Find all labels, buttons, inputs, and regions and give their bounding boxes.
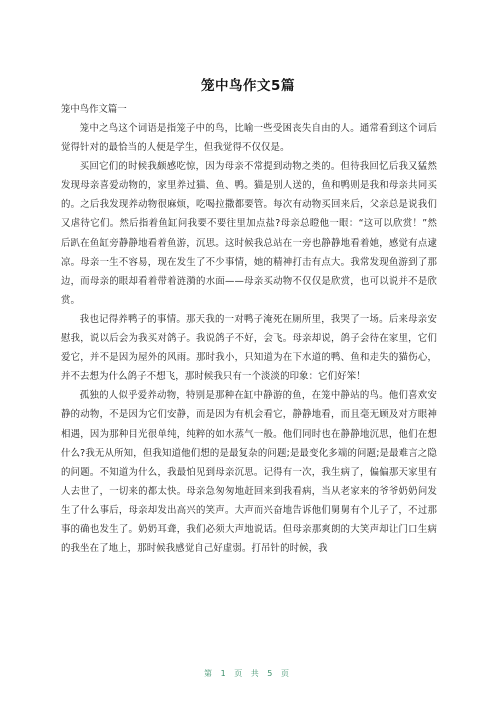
paragraph-2: 买回它们的时候我颇感吃惊，因为母亲不常提到动物之类的。但待我回忆后我又猛然发现母亲喜爱动物的，家里养过猫、鱼、鸭。猫是别人送的，鱼和鸭则是我和母亲共同买的。之后我发现养动物很麻烦，吃喝拉撒都要管。每次有动物买回来后，父亲总是说我们又虐待它们。然后指着鱼缸问我要不要往里加点盐?母亲总瞪他一眼：“这可以欣赏！”然后趴在鱼缸旁静静地看着鱼游，沉思。这时候我总站在一旁也静静地看着她，感觉有点逮凉。母亲一生不容易，现在发生了不少事情，她的精神打击有点大。我常发现鱼游到了那边，而母亲的眼却看着带着涟漪的水面——母亲买动物不仅仅是欣赏，也可以说并不是欣赏。 <box>61 161 437 306</box>
paragraph-3: 我也记得养鸭子的事情。那天我的一对鸭子淹死在厕所里，我哭了一场。后来母亲安慰我，说以后会为我买对鸽子。我说鸽子不好，会飞。母亲却说，鸽子会待在家里，它们爱它，并不是因为屋外的风雨。那时我小，只知道为在下水道的鸭、鱼和走失的猫伤心，并不去想为什么鸽子不想飞，那时候我只有一个淡淡的印象：它们好笨！ <box>61 313 437 383</box>
paragraph-4: 孤独的人似乎爱养动物，特别是那种在缸中静游的鱼，在笼中静站的鸟。他们喜欢安静的动物，不是因为它们安静，而是因为有机会看它，静静地看，而且毫无顾及对方眼神相遇，因为那种目光很单纯，纯粹的如水蒸气一般。他们同时也在静静地沉思，他们在想什么?我无从所知，但我知道他们想的是最复杂的问题;是最变化多端的问题;是最难言之隐的问题。不知道为什么，我最怕见到母亲沉思。记得有一次，我生病了，偏偏那天家里有人去世了，一切来的都太快。母亲急匆匆地赶回来到我看病，当从老家来的爷爷奶奶问发生了什么事后，母亲却发出高兴的笑声。大声而兴奋地告诉他们舅舅有个儿子了，不过那事的确也发生了。奶奶耳聋，我们必须大声地说话。但母亲那爽朗的大笑声却让门口生病的我坐在了地上，那时候我感觉自己好虚弱。打吊针的时候，我 <box>61 390 437 555</box>
section-heading: 笼中鸟作文篇一 <box>61 104 127 115</box>
page-footer: 第 1 页 共 5 页 <box>204 669 292 678</box>
document-title: 笼中鸟作文5篇 <box>201 78 295 94</box>
article-body <box>61 119 437 558</box>
paragraph-1: 笼中之鸟这个词语是指笼子中的鸟，比喻一些受困丧失自由的人。通常看到这个词后觉得针对的最恰当的人便是学生，但我觉得不仅仅是。 <box>61 123 437 154</box>
